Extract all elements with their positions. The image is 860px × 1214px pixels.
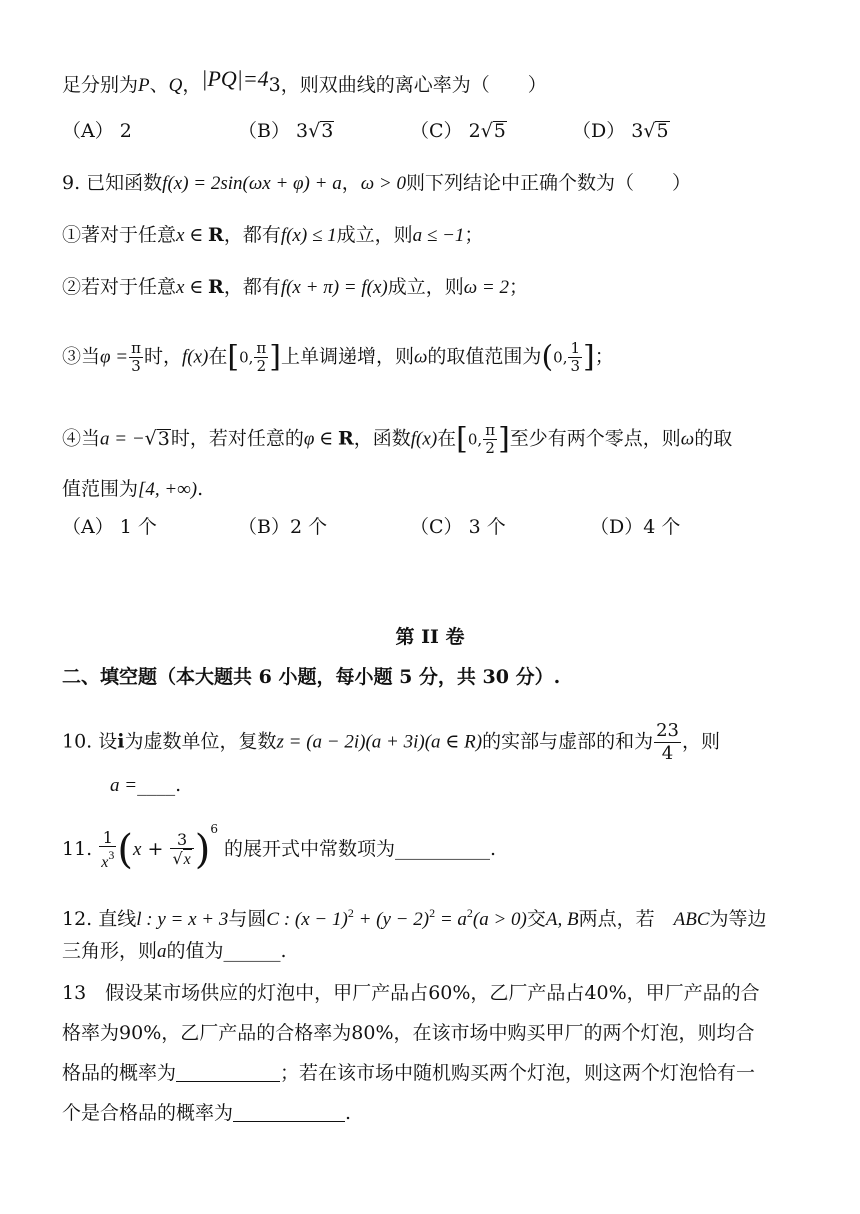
answer-blank-1[interactable] — [176, 1063, 280, 1082]
q9-function: f(x) = 2sin(ωx + φ) + a — [162, 173, 342, 194]
separator: 、 — [149, 74, 169, 96]
s2-result: ω = 2 — [463, 277, 509, 298]
s2-text-a: ②若对于任意 — [62, 276, 177, 298]
q13-text-h: ；若在该市场中随机购买两个灯泡，则这两个灯泡恰有一 — [280, 1062, 756, 1084]
s1-text-b: ，都有 — [223, 224, 281, 246]
q9-statement-1 — [62, 222, 820, 249]
option-coef: 3 — [631, 120, 644, 142]
s1-x: x ∈ — [176, 225, 209, 246]
interval-start: 0, — [553, 348, 568, 367]
q12-number: 12. 直线 — [62, 908, 137, 930]
q9-option-b — [238, 514, 327, 540]
q8-text: 足分别为 — [62, 74, 139, 96]
option-value: 3 个 — [468, 516, 506, 538]
q13-text-g: 格品的概率为 — [62, 1062, 177, 1084]
plus: + — [147, 838, 164, 860]
triangle-abc: ABC — [673, 909, 710, 930]
reals-symbol: R — [208, 276, 224, 298]
s1-end: ； — [464, 224, 484, 246]
q8-tail-line — [62, 66, 820, 99]
a-condition: (a > 0) — [472, 909, 527, 930]
x-var: x — [132, 839, 142, 860]
q9-option-d — [590, 514, 680, 540]
paren-open: ( — [541, 339, 554, 375]
q13-text-e: ，乙厂产品的合格率为 — [161, 1022, 352, 1044]
q9-statement-4-cont — [62, 476, 820, 503]
imag-unit: i — [117, 730, 125, 753]
paren-open: ( — [117, 827, 133, 873]
comma: ， — [182, 74, 202, 96]
volume-title: 第 II 卷 — [395, 626, 465, 648]
frac-den: 3 — [570, 357, 581, 375]
omega-symbol: ω — [414, 346, 428, 368]
omega-symbol: ω — [680, 428, 695, 450]
option-label: （B） — [238, 516, 290, 538]
s4-text-a: ④当 — [62, 427, 101, 450]
q9-condition: ω > 0 — [360, 173, 406, 194]
frac-den — [99, 847, 116, 871]
radicand: x — [183, 851, 191, 868]
s3-text-a: ③当 — [62, 345, 101, 368]
s3-text-b: 时， — [143, 345, 182, 368]
q9-statement-3 — [62, 340, 820, 375]
q10-text-c: 的实部与虚部的和为 — [482, 730, 654, 753]
q13-text-i: 个是合格品的概率为 — [62, 1102, 234, 1124]
s4-fx: f(x) — [410, 428, 438, 450]
frac-num: π — [256, 339, 267, 357]
frac-den: 2 — [256, 357, 267, 375]
frac-den: 3 — [131, 357, 141, 375]
s2-periodicity: f(x + π) = f(x) — [280, 277, 388, 298]
percent-80: 80% — [351, 1022, 394, 1044]
q8-option-a — [62, 118, 132, 144]
answer-blank-2[interactable] — [233, 1103, 345, 1122]
x-var: x — [101, 854, 109, 871]
option-radicand: 5 — [656, 120, 669, 142]
option-label: （D） — [590, 516, 644, 538]
q10-a-eq: a = — [110, 775, 138, 796]
pi-over-2 — [254, 340, 268, 375]
option-radicand: 5 — [493, 120, 506, 142]
q12-text-e: 为等边 — [709, 908, 767, 930]
square-exp: 2 — [347, 906, 354, 920]
s1-inequality: f(x) ≤ 1 — [280, 225, 337, 246]
s3-text-e: 的取值范围为 — [427, 345, 542, 368]
frac-num: 1 — [99, 829, 116, 847]
s4-text-c: ，函数 — [353, 427, 411, 450]
s1-text-a: ①著对于任意 — [62, 224, 177, 246]
s4-phi: φ ∈ — [303, 428, 338, 450]
q12-text-d: 两点，若 — [578, 908, 655, 930]
interval-start: 0, — [239, 348, 254, 367]
q12-text-g: 的值为______. — [166, 940, 287, 962]
frac-den: 2 — [485, 439, 495, 457]
bracket-close: ] — [498, 421, 510, 457]
q10-text-d: ，则 — [681, 730, 720, 753]
q13-line-1 — [62, 980, 820, 1006]
s4-text-d: 在 — [437, 427, 457, 450]
frac-den: √x — [172, 849, 191, 868]
q13-text-d: 格率为 — [62, 1022, 120, 1044]
interval-start: 0, — [467, 430, 483, 449]
q10-number: 10. 设 — [62, 730, 118, 753]
frac-num: π — [485, 421, 496, 439]
points-ab: A, B — [545, 909, 579, 930]
s4-radicand: 3 — [157, 427, 170, 450]
option-value: 1 个 — [119, 516, 157, 538]
q10-blank: ____. — [137, 774, 182, 796]
reals-symbol: R — [208, 224, 224, 246]
paren-close: ) — [194, 827, 211, 873]
q10-complex: z = (a − 2i)(a + 3i)(a ∈ R) — [276, 731, 483, 753]
three-over-sqrtx — [170, 831, 193, 869]
option-value: 4 个 — [643, 516, 681, 538]
q13-line-2 — [62, 1020, 820, 1046]
q9-number: 9. 已知函数 — [62, 172, 163, 194]
s3-phi: φ = — [100, 346, 129, 368]
s3-end: ； — [594, 345, 614, 368]
q9-option-c — [410, 514, 506, 540]
q12-line — [62, 900, 820, 933]
frac-num: 23 — [656, 720, 679, 741]
option-label: （B） — [238, 120, 290, 142]
s3-text-d: 上单调递增，则 — [280, 345, 414, 368]
q9-statement-4: ④当a = −√3时，若对任意的φ ∈ R，函数f(x)在[0, $\frac{\pi}{2}$ ]至少有两个零点，则ω的取 — [62, 421, 733, 457]
q13-line-4 — [62, 1100, 820, 1126]
q9-intro: 9. 已知函数f(x) = 2sin(ωx + φ) + a，ω > 0则下列结论中正确个数为（ ） — [62, 172, 691, 194]
q11-text: 的展开式中常数项为__________. — [224, 838, 497, 860]
frac-num: π — [131, 339, 141, 357]
q9-statement-2 — [62, 274, 820, 301]
s3-fx: f(x) — [181, 346, 209, 368]
q8-option-d: （D） 3√5 — [572, 120, 669, 142]
q10-text-b: 为虚数单位，复数 — [124, 730, 277, 753]
bracket-open: [ — [227, 339, 240, 375]
pq-sub: 3 — [268, 74, 281, 96]
s4-text-e: 至少有两个零点，则 — [509, 427, 681, 450]
pq-length: |PQ|=4 — [201, 66, 269, 91]
q13-text-a: 13 假设某市场供应的灯泡中，甲厂产品占 — [62, 982, 429, 1004]
line-equation: l : y = x + 3 — [136, 909, 229, 930]
s4-end: . — [197, 478, 204, 500]
option-coef: 2 — [468, 120, 481, 142]
frac-num: 3 — [170, 831, 193, 849]
s2-x: x ∈ — [176, 277, 209, 298]
s2-end: ； — [509, 276, 529, 298]
section-heading: 二、填空题（本大题共 6 小题，每小题 5 分，共 30 分）. — [62, 666, 561, 688]
s4-text-g: 值范围为 — [62, 478, 139, 500]
exp-6: 6 — [210, 822, 218, 836]
option-coef: 3 — [296, 120, 309, 142]
pi-over-2 — [483, 422, 497, 457]
square-exp: 2 — [466, 906, 473, 920]
option-label: （A） — [62, 120, 114, 142]
point-p: P — [138, 75, 150, 96]
percent-90: 90% — [119, 1022, 162, 1044]
one-third — [568, 340, 582, 375]
reals-symbol: R — [337, 427, 354, 450]
bracket-open: [ — [456, 421, 468, 457]
q10-line — [62, 720, 820, 765]
bracket-close: ] — [269, 339, 281, 375]
option-label: （A） — [62, 516, 114, 538]
q12-text-b: 与圆 — [228, 908, 267, 930]
s1-text-c: 成立，则 — [336, 224, 413, 246]
q13-text-b: ，乙厂产品占 — [470, 982, 585, 1004]
option-value: 2 个 — [289, 516, 328, 538]
option-label: （C） — [410, 120, 463, 142]
s4-range: [4, +∞) — [138, 479, 198, 500]
option-label: （C） — [410, 516, 463, 538]
frac-23-4 — [654, 720, 681, 765]
option-label: （D） — [572, 120, 626, 142]
q13-end: . — [345, 1102, 352, 1124]
s2-text-c: 成立，则 — [387, 276, 464, 298]
s3-text-c: 在 — [208, 345, 228, 368]
option-value: 2 — [119, 120, 132, 142]
one-over-x3 — [99, 829, 116, 871]
bracket-close: ] — [583, 339, 595, 375]
q11-number: 11. — [62, 838, 93, 860]
q11-line — [62, 812, 820, 871]
circle-radius: = a — [435, 909, 467, 930]
frac-den: 4 — [661, 743, 674, 764]
circle-equation — [266, 906, 527, 930]
circle-x-term: C : (x − 1) — [266, 909, 348, 930]
exp-3: 3 — [108, 848, 115, 862]
q12-text-c: 交 — [526, 908, 546, 930]
pi-over-3 — [129, 340, 143, 375]
s4-a-value: a = − — [100, 428, 145, 450]
frac-num: 1 — [570, 339, 581, 357]
q8-question: ，则双曲线的离心率为（ ） — [280, 74, 547, 96]
q13-text-f: ，在该市场中购买甲厂的两个灯泡，则均合 — [393, 1022, 755, 1044]
q12-line-2 — [62, 938, 820, 965]
percent-60: 60% — [428, 982, 471, 1004]
q8-option-c: （C） 2√5 — [410, 120, 506, 142]
q10-line-2 — [110, 772, 820, 799]
q13-line-3 — [62, 1060, 820, 1086]
s4-text-b: 时，若对任意的 — [170, 427, 304, 450]
s4-text-f: 的取 — [694, 427, 733, 450]
q13-text-c: ，甲厂产品的合 — [626, 982, 760, 1004]
percent-40: 40% — [584, 982, 627, 1004]
point-q: Q — [168, 75, 183, 96]
q9-option-a — [62, 514, 157, 540]
s1-result: a ≤ −1 — [412, 225, 465, 246]
option-radicand: 3 — [321, 120, 334, 142]
q12-text-f: 三角形，则 — [62, 940, 158, 962]
circle-y-term: + (y − 2) — [353, 909, 430, 930]
q9-question: 则下列结论中正确个数为（ ） — [405, 172, 691, 194]
s2-text-b: ，都有 — [223, 276, 281, 298]
q8-option-b: （B） 3√3 — [238, 120, 334, 142]
square-exp: 2 — [429, 906, 436, 920]
a-var: a — [157, 941, 167, 962]
